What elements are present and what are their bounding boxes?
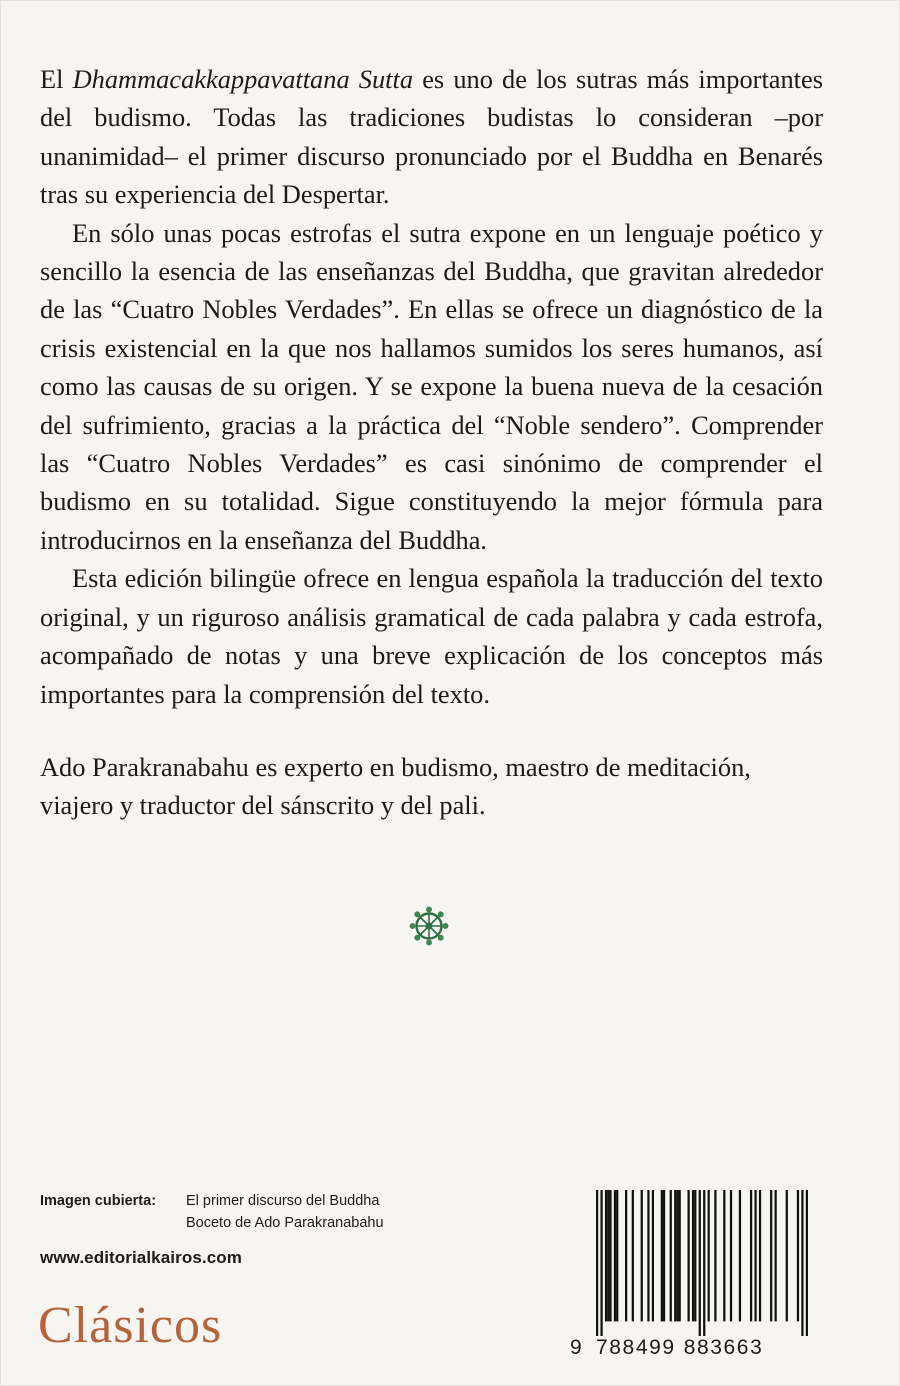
blurb-p1-post: es uno de los sutras más importantes del budismo. Todas las tradiciones budistas lo consideran –por unanimidad– el primer discurso pronunciado por el Buddha en Benarés tras su experiencia del Despertar.	[40, 64, 823, 210]
barcode-bar	[806, 1190, 808, 1336]
barcode-bar	[694, 1190, 696, 1321]
publisher-website: www.editorialkairos.com	[40, 1248, 242, 1267]
barcode-bar	[616, 1190, 618, 1321]
blurb-paragraph-2: En sólo unas pocas estrofas el sutra expone en un lenguaje poético y sencillo la esencia de las enseñanzas del Buddha, que gravitan alrededor de las “Cuatro Nobles Verdades”. En ellas se ofrece un diagnóstico de la crisis existencial en la que nos hallamos sumidos los seres humanos, así como las causas de su origen. Y se expone la buena nueva de la cesación del sufrimiento, gracias a la práctica del “Noble sendero”. Comprender las “Cuatro Nobles Verdades” es casi sinónimo de comprender el budismo en su totalidad. Sigue constituyendo la mejor fórmula para introducirnos en la enseñanza del Buddha.	[40, 217, 823, 555]
isbn-digits	[570, 1336, 822, 1360]
barcode-bar	[687, 1190, 689, 1321]
blurb-paragraph-3: Esta edición bilingüe ofrece en lengua española la traducción del texto original, y un riguroso análisis gramatical de cada palabra y cada estrofa, acompañado de notas y una breve explicación de los conceptos más importantes para la comprensión del texto.	[40, 563, 823, 709]
barcode-bar	[801, 1190, 803, 1336]
barcode-bar	[670, 1190, 672, 1321]
author-bio-line-2: viajero y traductor del sánscrito y del pali.	[40, 790, 486, 821]
barcode-bar	[661, 1190, 663, 1321]
barcode-bar	[692, 1190, 694, 1321]
barcode-bar	[614, 1190, 616, 1321]
blurb-paragraph-1	[40, 60, 823, 214]
barcode-bar	[632, 1190, 634, 1321]
barcode-bar	[652, 1190, 654, 1321]
barcode-bar	[647, 1190, 649, 1321]
barcode-bar	[723, 1190, 725, 1321]
barcode-bar	[641, 1190, 643, 1321]
barcode-bar	[797, 1190, 799, 1321]
blurb-p1-pre: El	[40, 64, 73, 94]
barcode-bar	[703, 1190, 705, 1336]
credits-lines	[186, 1190, 384, 1234]
back-cover-blurb	[40, 60, 823, 713]
author-bio-line-1: Ado Parakranabahu es experto en budismo, maestro de meditación,	[40, 752, 751, 782]
barcode-bar	[676, 1190, 678, 1321]
barcode-bar	[600, 1190, 602, 1336]
barcode-bar	[596, 1190, 598, 1336]
barcode-bar	[786, 1190, 788, 1321]
isbn-left-digits: 788499	[596, 1336, 676, 1359]
barcode-bar	[699, 1190, 701, 1336]
barcode-bar	[663, 1190, 665, 1321]
series-name: Clásicos	[38, 1297, 223, 1354]
barcode-bar	[607, 1190, 609, 1321]
isbn-right-digits: 883663	[683, 1336, 764, 1359]
credits-line-2: Boceto de Ado Parakranabahu	[186, 1215, 384, 1231]
barcode-bar	[625, 1190, 627, 1321]
barcode-bar	[739, 1190, 741, 1321]
barcode-bar	[750, 1190, 752, 1321]
barcode-bar	[770, 1190, 772, 1321]
sutra-title: Dhammacakkappavattana Sutta	[72, 64, 414, 94]
author-bio	[40, 748, 840, 825]
dharma-wheel-icon	[409, 906, 449, 946]
credits-label: Imagen cubierta:	[40, 1193, 157, 1209]
barcode-bar	[714, 1190, 716, 1321]
barcode-bar	[674, 1190, 676, 1321]
credits-line-1: El primer discurso del Buddha	[186, 1193, 380, 1209]
barcode-bar	[775, 1190, 777, 1321]
barcode-bar	[605, 1190, 607, 1321]
isbn-first-digit: 9	[570, 1336, 583, 1359]
barcode-bar	[679, 1190, 681, 1321]
barcode-bar	[609, 1190, 611, 1321]
barcode-bars	[596, 1190, 808, 1336]
isbn-barcode	[570, 1186, 822, 1364]
barcode-bar	[759, 1190, 761, 1321]
barcode-bar	[730, 1190, 732, 1321]
barcode-bar	[754, 1190, 756, 1321]
barcode-bar	[708, 1190, 710, 1321]
